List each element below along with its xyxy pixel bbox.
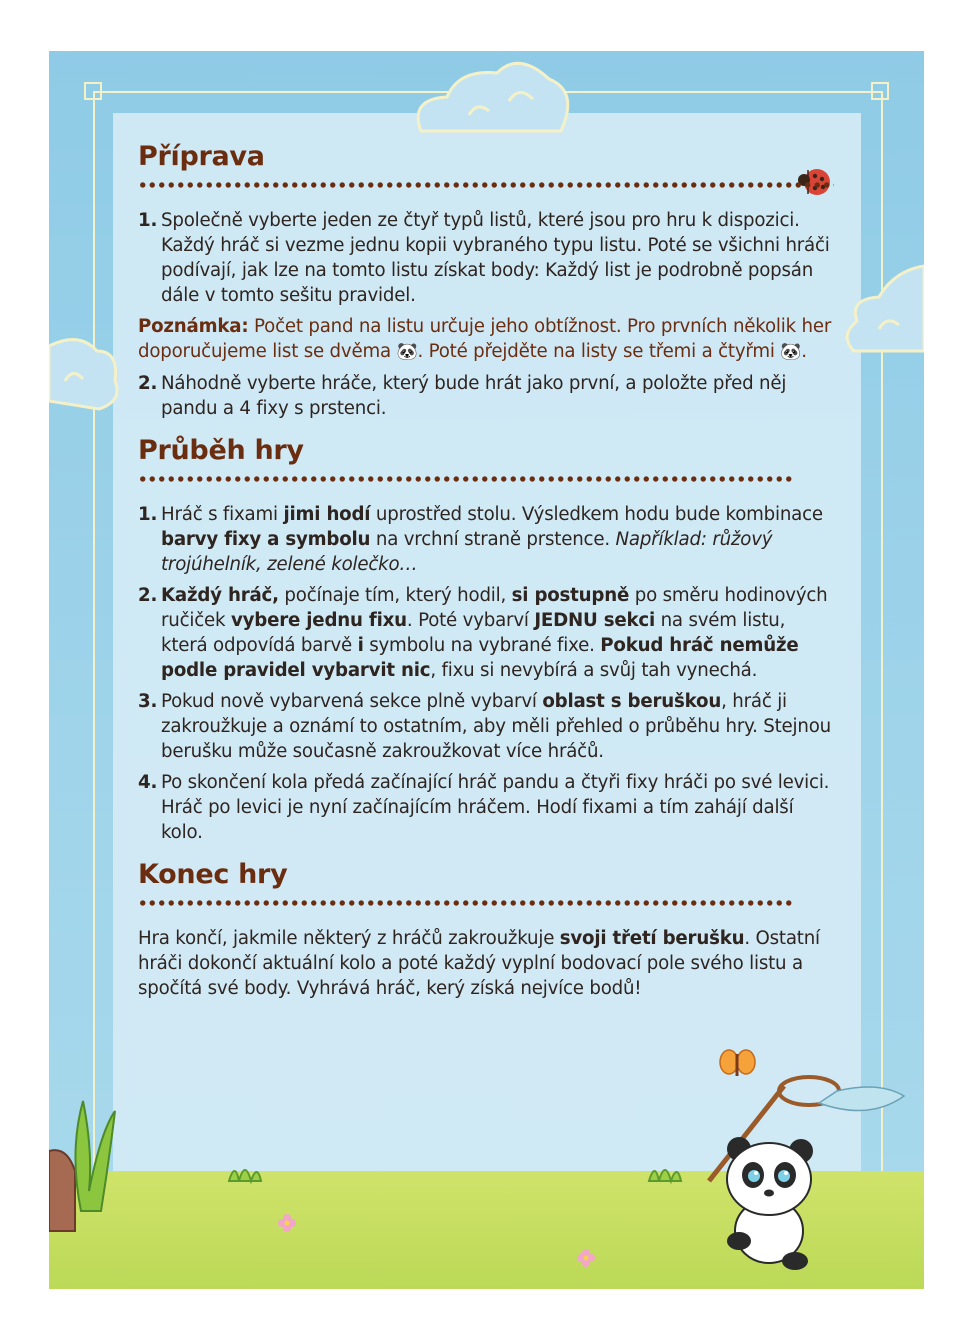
bold-text: si postupně: [511, 585, 630, 606]
item-number: 2.: [138, 585, 158, 606]
grass-tuft-left: [75, 1101, 115, 1211]
item-number: 3.: [138, 691, 158, 712]
item-text: Společně vyberte jeden ze čtyř typů listů, které jsou pro hru k dispozici. Každý hráč si vezme jednu kopii vybraného typu listu. Poté se všichni hráči podívají, jak lze na tomto listu získat body: Každý list je podrobně popsán dále v tomto sešitu pravidel.: [161, 210, 830, 306]
bold-text: JEDNU sekci: [534, 610, 656, 631]
cloud-top: [418, 63, 568, 131]
panda-icon: 🐼: [396, 342, 418, 362]
butterfly-icon: [720, 1050, 755, 1076]
cloud-right: [847, 266, 924, 351]
item-text: Náhodně vyberte hráče, který bude hrát jako první, a položte před něj pandu a 4 fixy s prstenci.: [161, 373, 787, 419]
bold-text: Každý hráč,: [161, 585, 279, 606]
note-label: Poznámka:: [138, 316, 249, 337]
list-item: [138, 689, 834, 764]
panda-icon: 🐼: [780, 342, 802, 362]
text: po směru hodinových ručiček: [161, 585, 828, 631]
list-item: [138, 371, 834, 421]
grass-tuft: [229, 1170, 261, 1181]
item-text: Po skončení kola předá začínající hráč pandu a čtyři fixy hráči po své levici. Hráč po levici je nyní začínajícím hráčem. Hodí fixami a tím zahájí další kolo.: [161, 772, 830, 843]
cloud-left: [49, 340, 117, 409]
item-text: [161, 583, 834, 683]
dotted-divider: [138, 898, 794, 908]
heading-konec: Konec hry: [138, 859, 288, 890]
note-text: .: [801, 341, 807, 362]
text: Hráč s fixami: [161, 504, 284, 525]
bold-text: oblast s beruškou: [542, 691, 722, 712]
note-text: Počet pand na listu určuje jeho obtížnost. Pro prvních několik her doporučujeme list se dvěma: [138, 316, 832, 362]
text: Hra končí, jakmile některý z hráčů zakroužkuje: [138, 928, 560, 949]
item-text: [161, 502, 834, 577]
bold-text: vybere jednu fixu: [230, 610, 407, 631]
grass-tuft: [649, 1170, 681, 1181]
note-text: . Poté přejděte na listy se třemi a čtyřmi: [417, 341, 781, 362]
bold-text: svoji třetí berušku: [559, 928, 745, 949]
list-item: [138, 583, 834, 683]
bold-text: i: [357, 635, 364, 656]
konec-paragraph: [138, 926, 834, 1001]
bold-text: Pokud hráč nemůže podle pravidel vybarvit nic: [161, 635, 799, 681]
heading-priprava: Příprava: [138, 141, 265, 172]
item-number: 4.: [138, 772, 158, 793]
heading-prubeh: Průběh hry: [138, 435, 304, 466]
italic-text: Například: růžový trojúhelník, zelené kolečko…: [161, 529, 773, 575]
item-text: [161, 689, 834, 764]
list-item: [138, 208, 834, 308]
section-prubeh: [138, 435, 834, 845]
item-number: 1.: [138, 504, 158, 525]
dotted-divider: [138, 474, 794, 484]
section-konec: [138, 859, 834, 1001]
dotted-divider: [138, 180, 834, 190]
section-priprava: [138, 141, 834, 421]
list-item: [138, 770, 834, 845]
rulebook-page: [49, 51, 924, 1289]
text: , fixu si nevybírá a svůj tah vynechá.: [430, 660, 758, 681]
text: uprostřed stolu. Výsledkem hodu bude kombinace: [370, 504, 823, 525]
text: . Ostatní hráči dokončí aktuální kolo a poté každý vyplní bodovací pole svého listu a spočítá své body. Vyhrává hráč, kerý získá nejvíce bodů!: [138, 928, 820, 999]
note-paragraph: [138, 314, 834, 365]
item-number: 1.: [138, 210, 158, 231]
list-item: [138, 502, 834, 577]
item-number: 2.: [138, 373, 158, 394]
text: symbolu na vybrané fixe.: [363, 635, 601, 656]
text: na svém listu, která odpovídá barvě: [161, 610, 786, 656]
rock-left: [49, 1150, 75, 1231]
text: počínaje tím, který hodil,: [278, 585, 512, 606]
bold-text: jimi hodí: [283, 504, 371, 525]
panda-icon: [727, 1137, 813, 1270]
rules-content: [138, 141, 834, 1015]
text: , hráč ji zakroužkuje a oznámí to ostatním, aby měli přehled o průběhu hry. Stejnou berušku může současně zakroužkovat více hráčů.: [161, 691, 831, 762]
text: . Poté vybarví: [406, 610, 535, 631]
bold-text: barvy fixy a symbolu: [161, 529, 371, 550]
text: Pokud nově vybarvená sekce plně vybarví: [161, 691, 543, 712]
text: na vrchní straně prstence.: [370, 529, 616, 550]
flower-icon: [577, 1249, 595, 1267]
flower-icon: [278, 1214, 296, 1232]
